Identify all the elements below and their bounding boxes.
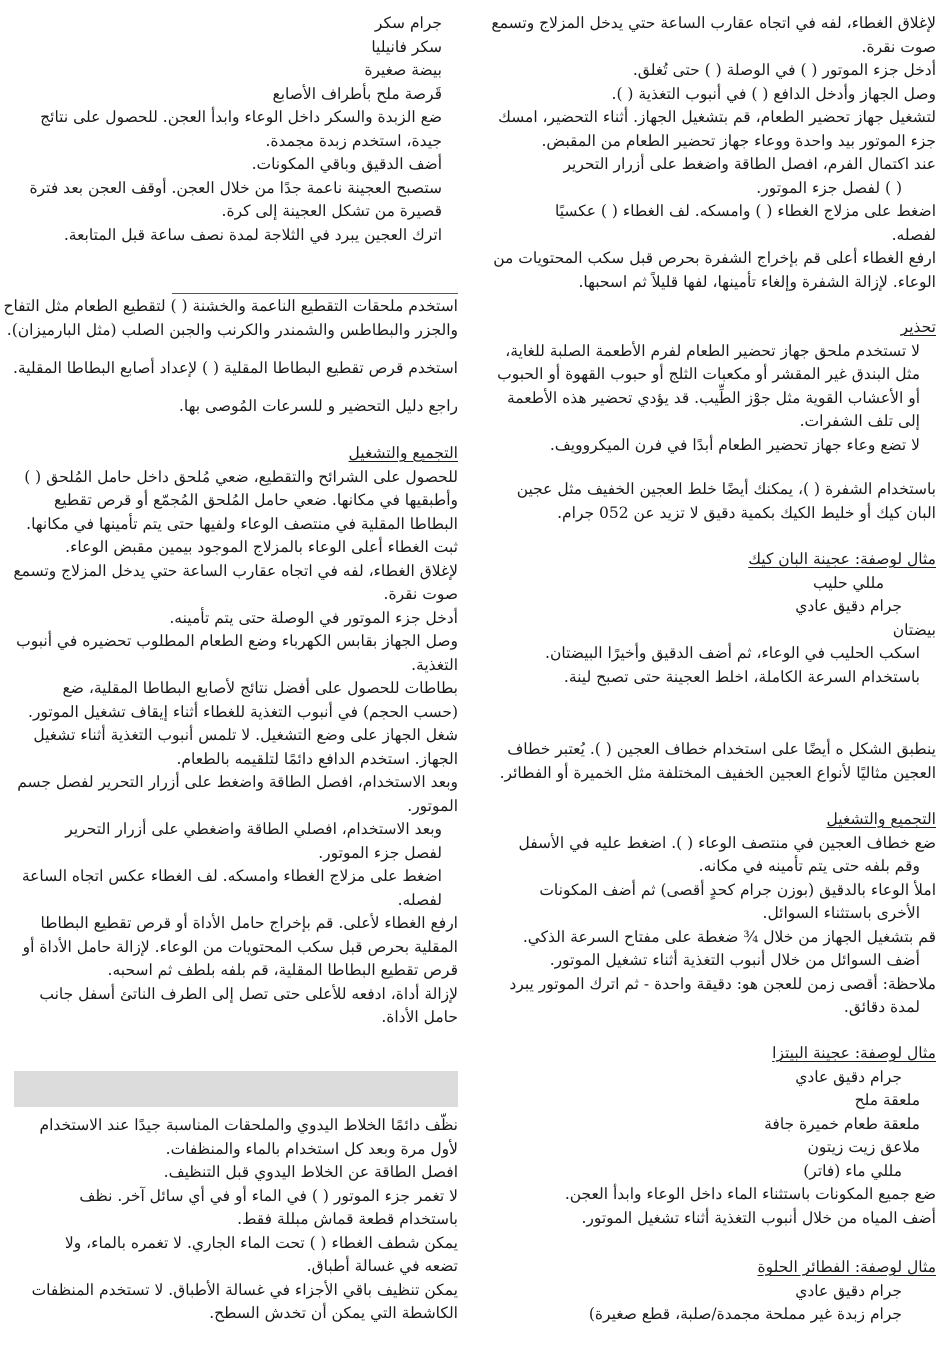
text-line: نظّف دائمًا الخلاط اليدوي والملحقات المناسبة جيدًا عند الاستخدام [39, 1116, 458, 1134]
text-line: أضف المياه من خلال أنبوب التغذية أثناء تشغيل الموتور. [581, 1208, 936, 1227]
ingredient-line: ملعقة ملح [854, 1091, 920, 1109]
text-line: باستخدام الشفرة ( )، يمكنك أيضًا خلط العجين الخفيف مثل عجين [516, 480, 936, 498]
text-line: أو الأعشاب القوية مثل جوْز الطِّيب. قد يؤدي تحضير هذه الأطعمة [506, 388, 920, 407]
text-line: تضعه في غسالة أطباق. [306, 1257, 458, 1275]
sweet-pastry-recipe [514, 1256, 936, 1327]
cleaning-section [12, 1114, 458, 1326]
text-line: باستخدام السرعة الكاملة، اخلط العجينة حتى تصبح لينة. [563, 667, 920, 686]
text-line: أدخل جزء الموتور في الوصلة حتى يتم تأمينه. [169, 608, 458, 627]
text-line: راجع دليل التحضير و للسرعات المُوصى بها. [178, 397, 458, 415]
text-line: لمدة دقائق. [843, 998, 920, 1016]
text-line: لفصله. [397, 890, 442, 909]
pancake-recipe-heading: مثال لوصفة: عجينة البان كيك [748, 550, 936, 568]
text-line: قم بتشغيل الجهاز من خلال ¾ ضغطة على مفتاح السرعة الذكي. [522, 927, 936, 946]
text-line: لفصله. [891, 225, 936, 244]
text-line: وصل الجهاز وأدخل الدافع ( ) في أنبوب التغذية ( ). [611, 84, 936, 103]
text-line: ارفع الغطاء لأعلى. قم بإخراج حامل الأداة أو قرص تقطيع البطاطا [40, 914, 458, 932]
text-line: لفصل جزء الموتور. [318, 843, 442, 862]
ingredient-line: جرام دقيق عادي [795, 1067, 902, 1086]
text-line: قصيرة من تشكل العجينة إلى كرة. [221, 202, 442, 220]
text-line: المقلية بحرص قبل سكب المحتويات من الوعاء. لإزالة حامل الأداة أو [22, 937, 458, 956]
ingredient-line: مللي حليب [812, 573, 884, 592]
preparation-guide-note [12, 395, 458, 419]
ingredient-line: جرام زبدة غير مملحة مجمدة/صلبة، قطع صغيرة) [588, 1305, 902, 1323]
pizza-recipe-heading: مثال لوصفة: عجينة البيتزا [772, 1044, 936, 1062]
text-line: مثل البندق غير المقشر أو مكعبات الثلج أو حبوب القهوة أو الحبوب [497, 365, 920, 383]
slicing-attachments-note [3, 295, 458, 342]
text-line: صوت نقرة. [861, 37, 936, 56]
text-line: جزء الموتور بيد واحدة ووعاء جهاز تحضير الطعام من المقبض. [541, 131, 936, 150]
slicing-assembly-heading: التجميع والتشغيل [348, 444, 458, 462]
text-line: افصل الطاقة عن الخلاط اليدوي قبل التنظيف. [163, 1163, 458, 1181]
text-line: ضع الزبدة والسكر داخل الوعاء وابدأ العجن. للحصول على نتائج [40, 108, 442, 126]
text-line: إلى تلف الشفرات. [799, 412, 920, 430]
ingredient-line: جرام دقيق عادي [795, 1281, 902, 1300]
text-line: بطاطات للحصول على أفضل نتائج لأصابع البطاطا المقلية، ضع [62, 679, 458, 697]
text-line: والجزر والبطاطس والشمندر والكرنب والجبن الصلب (مثل البارميزان). [6, 320, 458, 339]
text-line: البان كيك أو خليط الكيك بكمية دقيق لا تزيد عن 052 جرام. [557, 503, 936, 522]
warning-section [497, 316, 936, 457]
text-line: ارفع الغطاء أعلى قم بإخراج الشفرة بحرص قبل سكب المحتويات من [493, 249, 936, 267]
text-line: ( ) لفصل جزء الموتور. [756, 178, 902, 197]
warning-heading: تحذير [900, 318, 936, 336]
blade-mixing-note [514, 478, 936, 525]
text-line: صوت نقرة. [383, 585, 458, 603]
text-line: باستخدام قطعة قماش مبللة فقط. [237, 1210, 458, 1228]
text-line: اضغط على مزلاج الغطاء ( ) وامسكه. لف الغطاء ( ) عكسيًا [554, 202, 936, 220]
text-line: جيدة، استخدم زبدة مجمدة. [265, 131, 442, 150]
text-line: الكاشطة التي يمكن أن تخدش السطح. [209, 1304, 458, 1322]
text-line: أضف السوائل من خلال أنبوب التغذية أثناء تشغيل الموتور. [549, 951, 920, 969]
ingredient-line: ملعقة طعام خميرة جافة [764, 1114, 920, 1133]
dough-assembly-section [509, 808, 936, 1020]
text-line: وبعد الاستخدام، افصلي الطاقة واضغطي على أزرار التحرير [65, 820, 442, 838]
pizza-recipe [514, 1042, 936, 1230]
text-line: للحصول على الشرائح والتقطيع، ضعي مُلحق داخل حامل المُلحق ( ) [24, 467, 458, 486]
text-line: لا تستخدم ملحق جهاز تحضير الطعام لفرم الأطعمة الصلبة للغاية، [505, 341, 920, 360]
text-line: عند اكتمال الفرم، افصل الطاقة واضغط على أزرار التحرير [563, 155, 936, 173]
slicing-assembly-section [12, 442, 458, 1030]
text-line: أدخل جزء الموتور ( ) في الوصلة ( ) حتى تُغلق. [632, 61, 936, 79]
text-line: الوعاء. لإزالة الشفرة وإلغاء تأمينها، لفها قليلاً ثم اسحبها. [578, 272, 936, 291]
text-line: وأطبقيها في مكانها. ضعي حامل المُلحق المُجمّع أو قرص تقطيع [53, 491, 458, 509]
text-line: اترك العجين يبرد في الثلاجة لمدة نصف ساعة قبل المتابعة. [63, 225, 442, 244]
text-line: لا تضع وعاء جهاز تحضير الطعام أبدًا في فرن الميكروويف. [549, 435, 920, 454]
text-line: ستصبح العجينة ناعمة جدًا من خلال العجن. أوقف العجن بعد فترة [29, 178, 442, 197]
ingredient-line: مللي ماء (فاتر) [803, 1161, 902, 1180]
food-processor-assembly-steps [491, 12, 936, 294]
ingredient-line: بيضتان [892, 620, 936, 639]
text-line: حامل الأداة. [381, 1008, 458, 1026]
text-line: لا تغمر جزء الموتور ( ) في الماء أو في أي سائل آخر. نظف [79, 1186, 458, 1205]
fries-disc-note [12, 357, 458, 381]
section-divider [172, 293, 458, 294]
dough-hook-note [499, 738, 936, 785]
text-line: قرص تقطيع البطاطا المقلية، قم بلفه بلطف ثم اسحبه. [107, 961, 458, 979]
text-line: وقم بلفه حتى يتم تأمينه في مكانه. [698, 857, 920, 875]
text-line: الجهاز. استخدم الدافع دائمًا لتلقيمه بالطعام. [176, 749, 458, 768]
text-line: اضغط على مزلاج الغطاء وامسكه. لف الغطاء عكس اتجاه الساعة [21, 867, 442, 885]
text-line: يمكن تنظيف باقي الأجزاء في غسالة الأطباق. لا تستخدم المنظفات [31, 1280, 458, 1299]
text-line: الأخرى باستثناء السوائل. [762, 904, 920, 922]
text-line: العجين مثاليًا لأنواع العجين الخفيف المختلفة مثل الخميرة أو الفطائر. [499, 763, 936, 782]
ingredient-line: ملاعق زيت زيتون [807, 1138, 920, 1156]
text-line: لإغلاق الغطاء، لفه في اتجاه عقارب الساعة حتي يدخل المزلاج وتسمع [13, 561, 458, 580]
text-line: لإزالة أداة، ادفعه للأعلى حتى تصل إلى الطرف الناتئ أسفل جانب [39, 984, 458, 1003]
pastry-recipe-continued [12, 12, 458, 247]
ingredient-line: جرام دقيق عادي [795, 597, 902, 615]
text-line: اسكب الحليب في الوعاء، ثم أضف الدقيق وأخيرًا البيضتان. [545, 644, 920, 662]
text-line: استخدم قرص تقطيع البطاطا المقلية ( ) لإعداد أصابع البطاطا المقلية. [13, 359, 458, 377]
text-line: ملاحظة: أقصى زمن للعجن هو: دقيقة واحدة - ثم اترك الموتور يبرد [509, 974, 936, 993]
text-line: يمكن شطف الغطاء ( ) تحت الماء الجاري. لا تغمره بالماء، ولا [64, 1233, 458, 1252]
text-line: وبعد الاستخدام، افصل الطاقة واضغط على أزرار التحرير لفصل جسم [17, 773, 458, 791]
ingredient-line: قَرصة ملح بأطراف الأصابع [272, 84, 442, 103]
text-line: الموتور. [407, 796, 458, 815]
text-line: التغذية. [411, 655, 458, 674]
text-line: ضع جميع المكونات باستثناء الماء داخل الوعاء وابدأ العجن. [564, 1185, 936, 1203]
dough-assembly-heading: التجميع والتشغيل [826, 810, 936, 828]
text-line: املأ الوعاء بالدقيق (بوزن جرام كحدٍ أقصى) ثم أضف المكونات [539, 880, 936, 899]
ingredient-line: جرام سكر [374, 14, 442, 32]
text-line: لتشغيل جهاز تحضير الطعام، قم بتشغيل الجهاز. أثناء التحضير، امسك [498, 108, 936, 126]
section-header-band [14, 1071, 458, 1107]
text-line: ينطبق الشكل ه أيضًا على استخدام خطاف العجين ( ). يُعتبر خطاف [507, 740, 936, 758]
text-line: ثبت الغطاء أعلى الوعاء بالمزلاج الموجود بيمين مقبض الوعاء. [65, 538, 458, 556]
text-line: لإغلاق الغطاء، لفه في اتجاه عقارب الساعة حتي يدخل المزلاج وتسمع [491, 14, 936, 32]
text-line: استخدم ملحقات التقطيع الناعمة والخشنة ( ) لتقطيع الطعام مثل التفاح [3, 297, 458, 315]
ingredient-line: بيضة صغيرة [364, 61, 442, 79]
text-line: لأول مرة وبعد كل استخدام بالماء والمنظفات. [165, 1139, 458, 1158]
ingredient-line: سكر فانيليا [371, 37, 442, 56]
text-line: شغل الجهاز على وضع التشغيل. لا تلمس أنبوب التغذية أثناء تشغيل [33, 726, 458, 744]
pastry-recipe-heading: مثال لوصفة: الفطائر الحلوة [757, 1258, 936, 1276]
text-line: أضف الدقيق وباقي المكونات. [251, 155, 442, 173]
text-line: البطاطا المقلية في منتصف الوعاء ولفيها حتى يتم تأمينها في مكانها. [26, 514, 458, 533]
text-line: (حسب الحجم) في أنبوب التغذية للغطاء أثناء إيقاف تشغيل الموتور. [28, 702, 458, 721]
pancake-recipe [514, 548, 936, 689]
text-line: ضع خطاف العجين في منتصف الوعاء ( ). اضغط عليه في الأسفل [518, 833, 936, 852]
text-line: وصل الجهاز بقابس الكهرباء وضع الطعام المطلوب تحضيره في أنبوب [16, 632, 458, 650]
